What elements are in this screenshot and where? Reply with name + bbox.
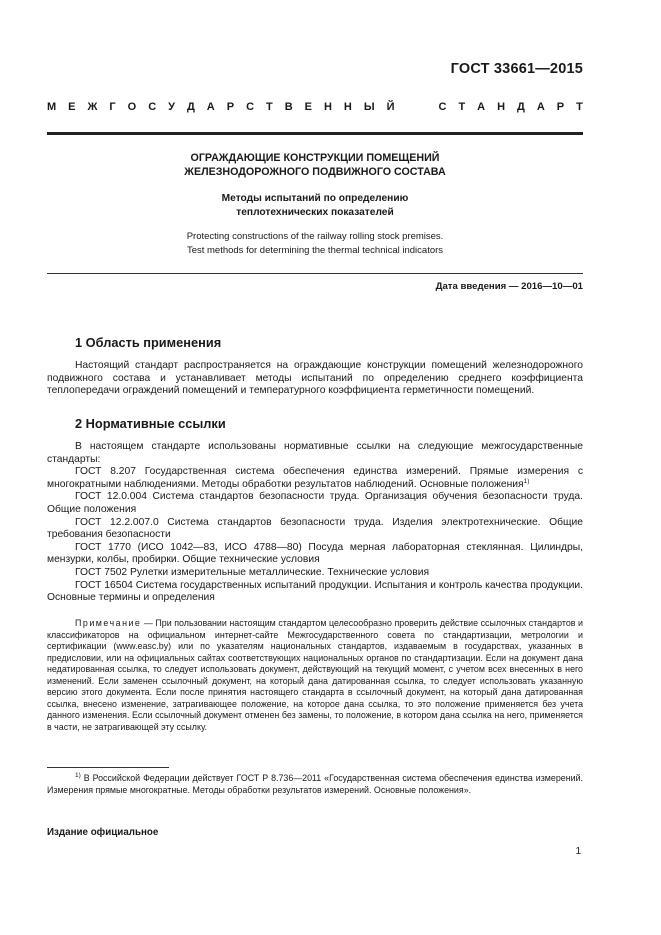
note-label: Примечание [75,618,142,628]
reference-item: ГОСТ 12.0.004 Система стандартов безопасности труда. Организация обучения безопасности труда. Общие положения [47,491,583,515]
footnote-divider [47,767,169,768]
heading-letter: О [127,101,137,113]
word-gap [407,101,427,113]
heading-letter: А [536,101,545,113]
heading-letter: Е [68,101,76,113]
gost-number: ГОСТ 33661—2015 [450,61,583,77]
heading-letter: Р [226,101,235,113]
reference-item: ГОСТ 7502 Рулетки измерительные металлические. Технические условия [75,566,430,578]
document-title [47,152,583,179]
title-line: ОГРАЖДАЮЩИЕ КОНСТРУКЦИИ ПОМЕЩЕНИЙ [190,152,440,164]
heading-letter: М [47,101,57,113]
section-heading-scope: 1 Область применения [75,335,222,350]
heading-letter: Т [266,101,273,113]
reference-text: ГОСТ 8.207 Государственная система обеспечения единства измерений. Прямые измерения с многократными наблюдениями. Методы обработки результатов наблюдений. Основные положения [47,466,583,490]
heading-letter: Н [323,101,332,113]
heading-letter: С [438,101,447,113]
title-line: ЖЕЛЕЗНОДОРОЖНОГО ПОДВИЖНОГО СОСТАВА [184,165,446,178]
heading-letter: Д [186,101,195,113]
heading-letter: Г [109,101,116,113]
paragraph: Настоящий стандарт распространяется на ограждающие конструкции помещений железнодорожного подвижного состава и устанавливает методы испытаний по определению среднего коэффициента теплопередачи ограждений помещений и температурного коэффициента герметичности помещений. [47,360,583,397]
section-scope-body [47,360,583,398]
heading-letter: А [477,101,486,113]
reference-item [47,466,583,491]
reference-item: ГОСТ 1770 (ИСО 1042—83, ИСО 4788—80) Посуда мерная лабораторная стеклянная. Цилиндры, мензурки, колбы, пробирки. Общие технические условия [47,541,583,566]
heading-letter: Й [386,101,395,113]
heading-letter: Н [497,101,506,113]
footnote-marker[interactable]: 1) [523,477,530,485]
subtitle-line: теплотехнических показателей [236,206,394,218]
heading-letter: Е [304,101,312,113]
footnote-paragraph [47,772,583,796]
heading-letter: Т [458,101,466,113]
heading-letter: Д [517,101,525,113]
footnote-marker: 1) [75,772,81,779]
heading-letter: Ы [363,101,375,113]
footnote-text: В Российской Федерации действует ГОСТ Р 8.736—2011 «Государственная система обеспечения единства измерений. Измерения прямые многократные. Методы обработки результатов измерений. Основные положения». [47,773,583,796]
english-title [47,230,583,257]
heading-letter: У [168,101,175,113]
heading-letter: С [148,101,157,113]
footnote [47,772,583,796]
english-title-line: Test methods for determining the thermal technical indicators [186,244,444,256]
reference-item: ГОСТ 12.2.007.0 Система стандартов безопасности труда. Изделия электротехнические. Общие требования безопасности [47,516,583,541]
english-title-line: Protecting constructions of the railway rolling stock premises. [186,231,444,242]
references-note [47,618,583,733]
title-divider [47,273,583,274]
reference-item: ГОСТ 16504 Система государственных испытаний продукции. Испытания и контроль качества продукции. Основные термины и определения [47,579,583,604]
note-text: — При пользовании настоящим стандартом целесообразно проверить действие ссылочных стандартов и классификаторов на официальном интернет-сайте Межгосударственного совета по стандартизации, метрологии и сертификации (www.easc.by) или по указателям национальных стандартов, издаваемым в государствах, указанных в предисловии, или на официальных сайтах соответствующих национальных органов по стандартизации. Если на документ дана недатированная ссылка, то следует использовать документ, действующий на текущий момент, с учетом всех внесенных в него изменений. Если заменен ссылочный документ, на который дана датированная ссылка, то следует использовать указанную версию этого документа. Если после принятия настоящего стандарта в ссылочный документ, на который дана датированная ссылка, внесено изменение, затрагивающее положение, на которое дана ссылка, то это положение применяется без учета данного изменения. Если ссылочный документ отменен без замены, то положение, в котором дана ссылка на него, применяется в части, не затрагивающей эту ссылку. [47,618,583,732]
heading-letter: Т [576,101,583,113]
note-paragraph [47,618,583,733]
heading-letter: Н [343,101,352,113]
section-heading-references: 2 Нормативные ссылки [75,416,226,431]
header-divider [47,132,583,135]
document-subtitle [47,192,583,219]
paragraph: В настоящем стандарте использованы нормативные ссылки на следующие межгосударственные стандарты: [47,441,583,465]
introduction-date: Дата введения — 2016—10—01 [435,281,583,292]
official-edition-label: Издание официальное [47,827,159,838]
heading-letter: Р [556,101,565,113]
interstate-standard-heading [47,101,583,113]
page-number: 1 [575,846,581,857]
heading-letter: Ж [87,101,98,113]
heading-letter: С [246,101,255,113]
section-references-body [47,441,583,605]
heading-letter: В [284,101,293,113]
subtitle-line: Методы испытаний по определению [221,193,409,204]
heading-letter: А [206,101,215,113]
